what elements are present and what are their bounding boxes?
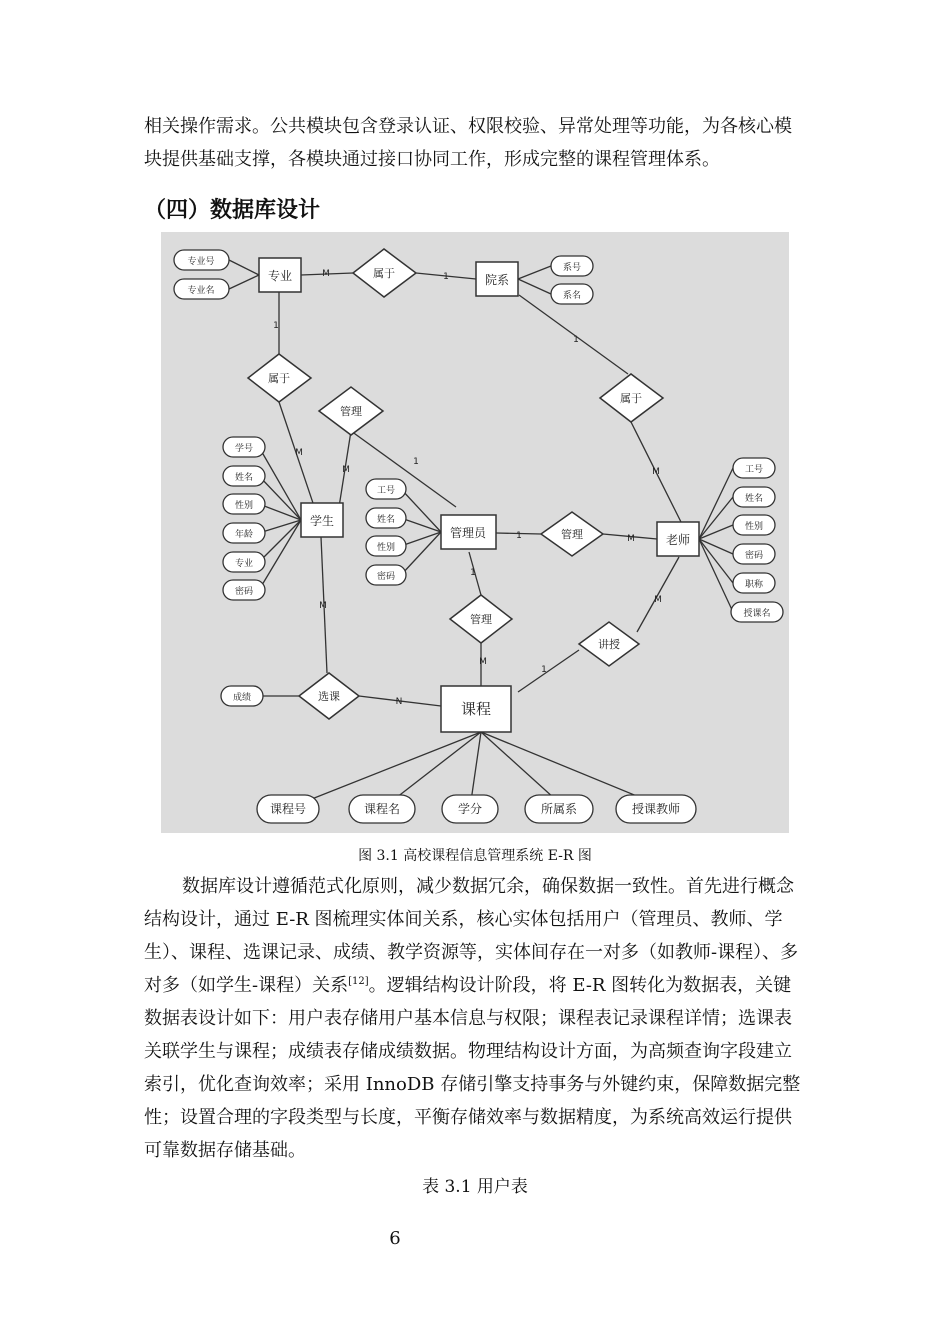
attr-student-age: 年龄 (234, 530, 254, 540)
relationship-labels (268, 267, 642, 703)
body-paragraph-1: 相关操作需求。公共模块包含登录认证、权限校验、异常处理等功能，为各核心模块提供基础支撑，各模块通过接口协同工作，形成完整的课程管理体系。 (144, 116, 792, 170)
cardinality-label: 1 (273, 321, 279, 331)
citation-reference: [12] (348, 976, 369, 987)
section-heading: （四）数据库设计 (144, 198, 321, 223)
entity-major: 专业 (267, 269, 293, 283)
paragraph-text: 数据库设计遵循范式化原则，减少数据冗余，确保数据一致性。首先进行概念结构设计，通过 E-R 图梳理实体间关系，核心实体包括用户（管理员、教师、学生）、课程、选课记录、成绩、教学资源等，实体间存在一对多（如教师-课程）、多对多（如学生-课程）关系 (144, 876, 799, 996)
er-diagram (161, 232, 789, 833)
attr-course-dept: 所属系 (540, 802, 578, 816)
cardinality-label: M (479, 657, 487, 667)
attr-student-name: 姓名 (234, 473, 254, 483)
entity-teacher: 老师 (665, 533, 691, 547)
cardinality-label: M (319, 601, 327, 611)
cardinality-label: 1 (541, 665, 547, 675)
attr-teacher-course: 授课名 (743, 609, 771, 619)
relation-teach: 讲授 (598, 638, 620, 651)
figure-caption: 图 3.1 高校课程信息管理系统 E-R 图 (358, 848, 592, 864)
relation-manage-course: 管理 (470, 613, 492, 626)
er-diagram-figure (161, 232, 789, 833)
cardinality-label: 1 (443, 272, 449, 282)
attr-teacher-title: 职称 (744, 580, 764, 590)
attr-student-password: 密码 (234, 587, 254, 597)
attr-course-teacher: 授课教师 (631, 802, 681, 816)
relation-manage-student: 管理 (340, 405, 362, 418)
relation-manage-teacher: 管理 (561, 528, 583, 541)
attr-teacher-gender: 性别 (744, 522, 764, 532)
relation-select: 选课 (318, 690, 340, 703)
paragraph-text: 。逻辑结构设计阶段，将 E-R 图转化为数据表，关键数据表设计如下：用户表存储用户基本信息与权限；课程表记录课程详情；选课表关联学生与课程；成绩表存储成绩数据。物理结构设计方面，为高频查询字段建立索引，优化查询效率；采用 InnoDB 存储引擎支持事务与外键约束，保障数据完整性；设置合理的字段类型与长度，平衡存储效率与数据精度，为系统高效运行提供可靠数据存储基础。 (144, 975, 801, 1161)
attr-teacher-name: 姓名 (744, 494, 764, 504)
entity-student: 学生 (309, 514, 335, 528)
attr-college-no: 系号 (562, 263, 582, 273)
cardinality-label: M (342, 465, 350, 475)
attr-teacher-id: 工号 (744, 465, 764, 475)
attr-select-grade: 成绩 (232, 693, 252, 703)
page-number: 6 (389, 1228, 401, 1249)
attr-college-name: 系名 (562, 291, 582, 301)
attr-major-no: 专业号 (187, 257, 215, 267)
attr-admin-gender: 性别 (376, 543, 396, 553)
cardinality-label: 1 (573, 335, 579, 345)
cardinality-label: 1 (413, 457, 419, 467)
cardinality-label: M (654, 595, 662, 605)
entity-college: 院系 (484, 273, 510, 287)
relation-belongs-teacher: 属于 (620, 392, 642, 405)
cardinality-label: M (652, 467, 660, 477)
attr-admin-password: 密码 (376, 572, 396, 582)
cardinality-label: M (322, 269, 330, 279)
entity-course: 课程 (460, 700, 492, 718)
cardinality-label: 1 (516, 531, 522, 541)
cardinality-label: M (627, 534, 635, 544)
attr-course-no: 课程号 (269, 802, 307, 816)
attr-teacher-password: 密码 (744, 551, 764, 561)
attr-admin-id: 工号 (376, 486, 396, 496)
cardinality-label: 1 (470, 568, 476, 578)
entity-admin: 管理员 (449, 526, 487, 540)
body-paragraph-2 (144, 870, 804, 1167)
attr-student-id: 学号 (234, 444, 254, 454)
cardinality-label: M (295, 448, 303, 458)
attr-course-name: 课程名 (363, 802, 401, 816)
attr-admin-name: 姓名 (376, 515, 396, 525)
cardinality-label: N (395, 697, 403, 707)
relation-belongs-college: 属于 (373, 267, 395, 280)
table-caption: 表 3.1 用户表 (422, 1177, 528, 1197)
attr-major-name: 专业名 (187, 286, 215, 296)
attr-course-credit: 学分 (457, 802, 483, 816)
relation-belongs-major: 属于 (268, 372, 290, 385)
attr-student-gender: 性别 (234, 501, 254, 511)
attr-student-major: 专业 (234, 559, 254, 569)
